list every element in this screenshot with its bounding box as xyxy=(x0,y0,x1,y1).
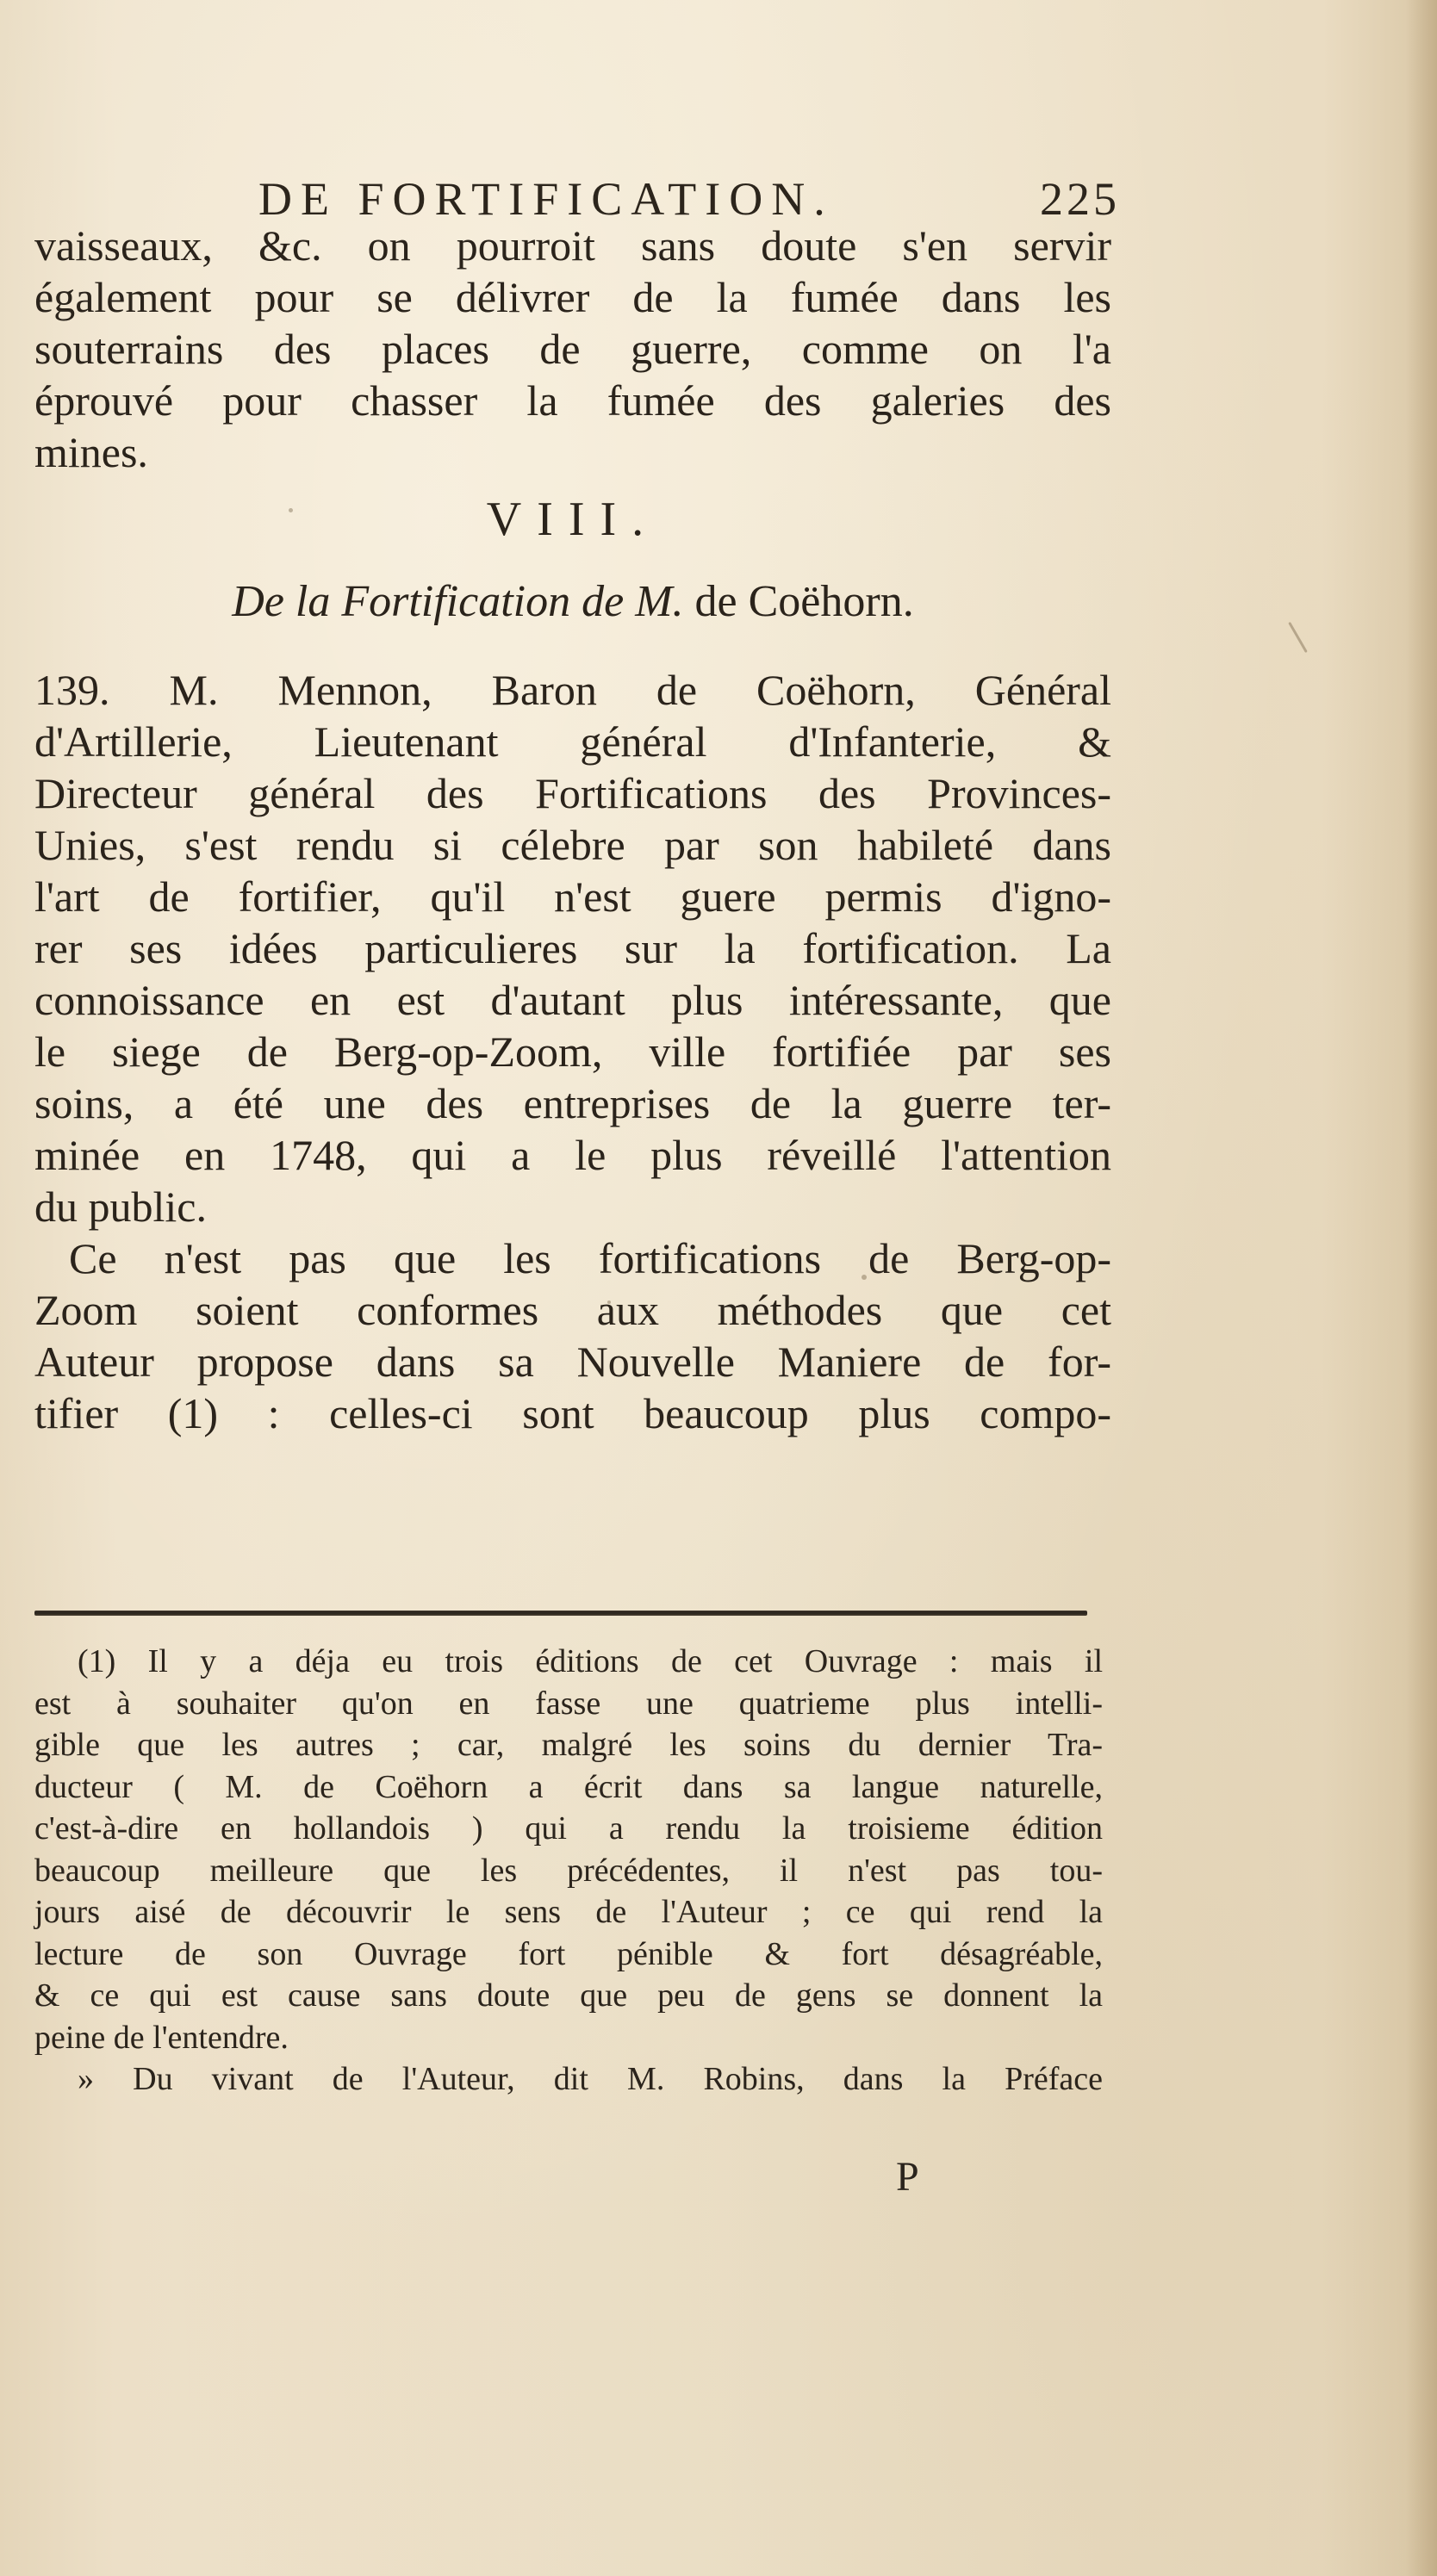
text-line: d'Artillerie, Lieutenant général d'Infanterie, & xyxy=(34,717,1111,766)
text-line: soins, a été une des entreprises de la guerre ter- xyxy=(34,1079,1111,1127)
footnote-line: c'est-à-dire en hollandois ) qui a rendu la troisieme édition xyxy=(34,1810,1103,1847)
footnote-line: (1) Il y a déja eu trois éditions de cet Ouvrage : mais il xyxy=(78,1643,1103,1679)
text-line: Unies, s'est rendu si célebre par son habileté dans xyxy=(34,821,1111,869)
intro-paragraph xyxy=(34,220,1111,478)
page-number: 225 xyxy=(1040,173,1120,225)
text-line: également pour se délivrer de la fumée dans les xyxy=(34,273,1111,321)
footnote-line: gible que les autres ; car, malgré les soins du dernier Tra- xyxy=(34,1727,1103,1763)
text-line: Auteur propose dans sa Nouvelle Maniere de for- xyxy=(34,1338,1111,1386)
footnote xyxy=(34,1641,1103,2101)
signature-mark: P xyxy=(896,2154,919,2200)
text-line: du public. xyxy=(34,1182,207,1231)
paper-speck xyxy=(862,1275,867,1280)
text-line: 139. M. Mennon, Baron de Coëhorn, Général xyxy=(34,666,1111,714)
footnote-line: & ce qui est cause sans doute que peu de gens se donnent la xyxy=(34,1977,1103,2014)
paper-speck xyxy=(289,508,293,512)
section-title-roman: de Coëhorn. xyxy=(694,577,914,626)
footnote-line: peine de l'entendre. xyxy=(34,2019,289,2056)
text-line: rer ses idées particulieres sur la fortification. La xyxy=(34,924,1111,972)
text-line: le siege de Berg-op-Zoom, ville fortifiée par ses xyxy=(34,1027,1111,1076)
footnote-line: est à souhaiter qu'on en fasse une quatrieme plus intelli- xyxy=(34,1685,1103,1722)
paper-speck xyxy=(1288,622,1308,653)
footnote-line: lecture de son Ouvrage fort pénible & fort désagréable, xyxy=(34,1935,1103,1972)
text-line: l'art de fortifier, qu'il n'est guere permis d'igno- xyxy=(34,872,1111,921)
section-number: VIII. xyxy=(486,493,660,546)
paragraph-139 xyxy=(34,664,1111,1232)
footnote-line: jours aisé de découvrir le sens de l'Auteur ; ce qui rend la xyxy=(34,1894,1103,1930)
footnote-line: ducteur ( M. de Coëhorn a écrit dans sa langue naturelle, xyxy=(34,1768,1103,1805)
text-line: mines. xyxy=(34,428,148,476)
paragraph-berg-op-zoom xyxy=(34,1232,1111,1439)
footnote-line: » Du vivant de l'Auteur, dit M. Robins, dans la Préface xyxy=(78,2061,1103,2097)
footnote-line: beaucoup meilleure que les précédentes, il n'est pas tou- xyxy=(34,1852,1103,1889)
paper-speck xyxy=(607,1300,611,1304)
text-line: éprouvé pour chasser la fumée des galeries des xyxy=(34,376,1111,425)
main-text xyxy=(34,220,1111,1439)
text-line: tifier (1) : celles-ci sont beaucoup plus compo- xyxy=(34,1389,1111,1437)
text-line: souterrains des places de guerre, comme on l'a xyxy=(34,325,1111,373)
text-line: minée en 1748, qui a le plus réveillé l'attention xyxy=(34,1131,1111,1179)
text-line: vaisseaux, &c. on pourroit sans doute s'en servir xyxy=(34,221,1111,270)
footnote-rule xyxy=(34,1611,1087,1616)
text-line: connoissance en est d'autant plus intéressante, que xyxy=(34,976,1111,1024)
section-title xyxy=(34,576,1111,628)
running-title: DE FORTIFICATION. xyxy=(258,173,834,225)
section-title-italic: De la Fortification de M. xyxy=(232,577,684,626)
text-line: Directeur général des Fortifications des Provinces- xyxy=(34,769,1111,817)
page-edge-shadow xyxy=(1406,0,1437,2576)
text-line: Ce n'est pas que les fortifications de Berg-op- xyxy=(69,1234,1111,1282)
text-line: Zoom soient conformes aux méthodes que cet xyxy=(34,1286,1111,1334)
